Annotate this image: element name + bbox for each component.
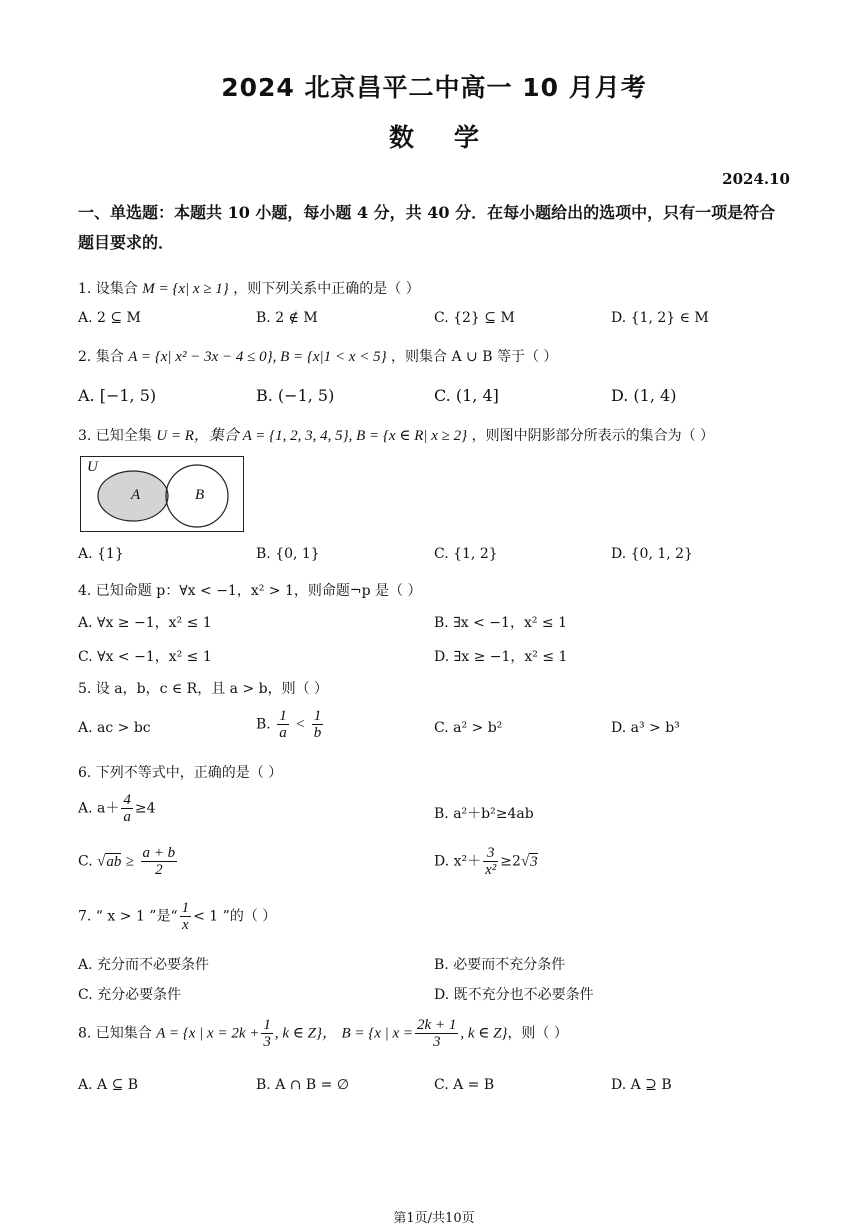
question-6-stem: 6. 下列不等式中，正确的是（ ） xyxy=(78,765,283,781)
q6-option-a xyxy=(78,792,156,825)
q3-suffix: ，则图中阴影部分所表示的集合为（ ） xyxy=(471,428,715,444)
q7-prefix: 7. “ x > 1 ”是“ xyxy=(78,908,178,925)
venn-b-label: B xyxy=(195,487,205,503)
q6-c-radicand: ab xyxy=(106,853,122,870)
q6-c-prefix: C. xyxy=(78,853,93,870)
q8-set-b-num: 2k + 1 xyxy=(417,1017,457,1033)
q8-set-a-left: A = {x | x = 2k + xyxy=(156,1025,260,1042)
q7-fraction xyxy=(180,900,192,933)
q8-option-d: D. A ⊇ B xyxy=(611,1077,672,1093)
q2-suffix: ，则集合 A ∪ B 等于（ ） xyxy=(391,349,558,365)
q5-option-c: C. a² > b² xyxy=(434,720,503,736)
q8-set-a-right: , k ∈ Z}， xyxy=(274,1025,337,1042)
q7-option-a: A. 充分而不必要条件 xyxy=(78,957,210,973)
section-heading: 一、单选题：本题共 10 小题，每小题 4 分，共 40 分．在每小题给出的选项中，只有一项是符合题目要求的． xyxy=(78,203,776,252)
q6-d-prefix: D. x²＋ xyxy=(434,853,482,870)
q8-set-b-den: 3 xyxy=(432,1034,441,1050)
q2-option-d: D. (1, 4) xyxy=(611,386,677,405)
q8-set-b-fraction xyxy=(415,1017,458,1050)
q6-d-num: 3 xyxy=(483,845,498,862)
q4-option-a: A. ∀x ≥ −1，x² ≤ 1 xyxy=(78,615,212,631)
q5-b-den-left: a xyxy=(279,725,287,741)
q6-d-suffix: ≥2 xyxy=(500,853,521,870)
q6-d-radicand: 3 xyxy=(530,853,538,870)
q2-option-b: B. (−1, 5) xyxy=(256,386,335,405)
question-2-stem xyxy=(78,346,557,366)
q1-suffix: ，则下列关系中正确的是（ ） xyxy=(233,281,420,297)
q6-a-suffix: ≥4 xyxy=(134,800,156,817)
q8-set-b-right: , k ∈ Z} xyxy=(460,1025,508,1042)
q1-option-b: B. 2 ∉ M xyxy=(256,310,318,326)
q6-c-fraction xyxy=(141,845,178,878)
q2-prefix: 2. 集合 xyxy=(78,349,124,365)
q6-option-c xyxy=(78,845,179,878)
question-8-stem xyxy=(78,1017,568,1050)
subject-title: 数学 xyxy=(388,123,519,152)
venn-universe-label: U xyxy=(87,459,98,475)
q5-option-a: A. ac > bc xyxy=(78,720,151,736)
q7-suffix: < 1 ”的（ ） xyxy=(193,908,277,925)
q6-c-num: a + b xyxy=(142,845,176,861)
q3-prefix: 3. 已知全集 xyxy=(78,428,152,444)
q5-b-num-left: 1 xyxy=(279,708,287,724)
question-4-stem: 4. 已知命题 p：∀x < −1，x² > 1，则命题¬p 是（ ） xyxy=(78,583,422,599)
q1-prefix: 1. 设集合 xyxy=(78,281,138,297)
q3-option-c: C. {1, 2} xyxy=(434,546,498,562)
q8-set-b-left: B = {x | x = xyxy=(341,1025,414,1042)
document-title: 2024 北京昌平二中高一 10 月月考 xyxy=(221,73,647,102)
q3-math: U = R，集合 A = {1, 2, 3, 4, 5}, B = {x ∈ R| x ≥ 2} xyxy=(156,428,468,444)
q2-option-c: C. (1, 4] xyxy=(434,386,499,405)
q7-option-c: C. 充分必要条件 xyxy=(78,987,182,1003)
q5-b-fraction-right xyxy=(312,708,324,741)
q6-c-root: √ab xyxy=(97,853,122,870)
q8-prefix: 8. 已知集合 xyxy=(78,1025,152,1042)
q7-den: x xyxy=(182,917,189,933)
q8-option-c: C. A = B xyxy=(434,1077,495,1093)
q5-option-b xyxy=(256,708,325,741)
q5-option-b-label: B. xyxy=(256,716,271,733)
q5-b-op: < xyxy=(295,716,306,733)
exam-date: 2024.10 xyxy=(722,170,790,188)
q6-d-fraction xyxy=(483,845,498,878)
question-5-stem: 5. 设 a，b，c ∈ R，且 a > b，则（ ） xyxy=(78,681,329,697)
q6-d-den: x² xyxy=(485,862,497,878)
q6-c-op: ≥ xyxy=(125,853,135,870)
q6-c-den: 2 xyxy=(155,862,163,878)
q8-set-a-fraction xyxy=(261,1017,273,1050)
q4-option-b: B. ∃x < −1，x² ≤ 1 xyxy=(434,615,567,631)
q7-option-b: B. 必要而不充分条件 xyxy=(434,957,566,973)
q3-option-a: A. {1} xyxy=(78,546,124,562)
q8-suffix: ，则（ ） xyxy=(507,1025,568,1042)
q8-option-a: A. A ⊆ B xyxy=(78,1077,139,1093)
q5-b-fraction-left xyxy=(277,708,289,741)
venn-diagram xyxy=(80,456,244,532)
question-7-stem xyxy=(78,900,276,933)
q2-math: A = {x| x² − 3x − 4 ≤ 0}, B = {x|1 < x < 5} xyxy=(128,349,387,365)
q8-set-a-den: 3 xyxy=(263,1034,271,1050)
q5-b-den-right: b xyxy=(313,725,322,741)
q5-b-num-right: 1 xyxy=(313,708,322,724)
q1-option-a: A. 2 ⊆ M xyxy=(78,310,141,326)
q6-a-den: a xyxy=(123,809,131,825)
q6-a-num: 4 xyxy=(123,792,131,808)
q3-option-b: B. {0, 1} xyxy=(256,546,320,562)
q4-option-d: D. ∃x ≥ −1，x² ≤ 1 xyxy=(434,649,568,665)
q6-d-root: √3 xyxy=(520,853,538,870)
q6-a-fraction xyxy=(121,792,133,825)
q3-option-d: D. {0, 1, 2} xyxy=(611,546,693,562)
q1-option-d: D. {1, 2} ∈ M xyxy=(611,310,709,326)
q4-option-c: C. ∀x < −1，x² ≤ 1 xyxy=(78,649,212,665)
venn-a-label: A xyxy=(131,487,141,503)
q5-option-d: D. a³ > b³ xyxy=(611,720,680,736)
q6-option-d xyxy=(434,845,538,878)
q2-option-a: A. [−1, 5) xyxy=(78,386,157,405)
question-3-stem xyxy=(78,424,714,445)
page-footer: 第1页/共10页 xyxy=(393,1211,475,1226)
q8-option-b: B. A ∩ B = ∅ xyxy=(256,1077,350,1093)
q7-option-d: D. 既不充分也不必要条件 xyxy=(434,987,594,1003)
q1-math: M = {x| x ≥ 1} xyxy=(142,281,229,297)
question-1-stem xyxy=(78,278,420,298)
q6-a-prefix: A. a＋ xyxy=(78,800,120,817)
q8-set-a-num: 1 xyxy=(263,1017,271,1033)
q7-num: 1 xyxy=(181,900,190,916)
q6-option-b: B. a²＋b²≥4ab xyxy=(434,806,534,822)
venn-svg xyxy=(81,457,243,531)
q1-option-c: C. {2} ⊆ M xyxy=(434,310,515,326)
